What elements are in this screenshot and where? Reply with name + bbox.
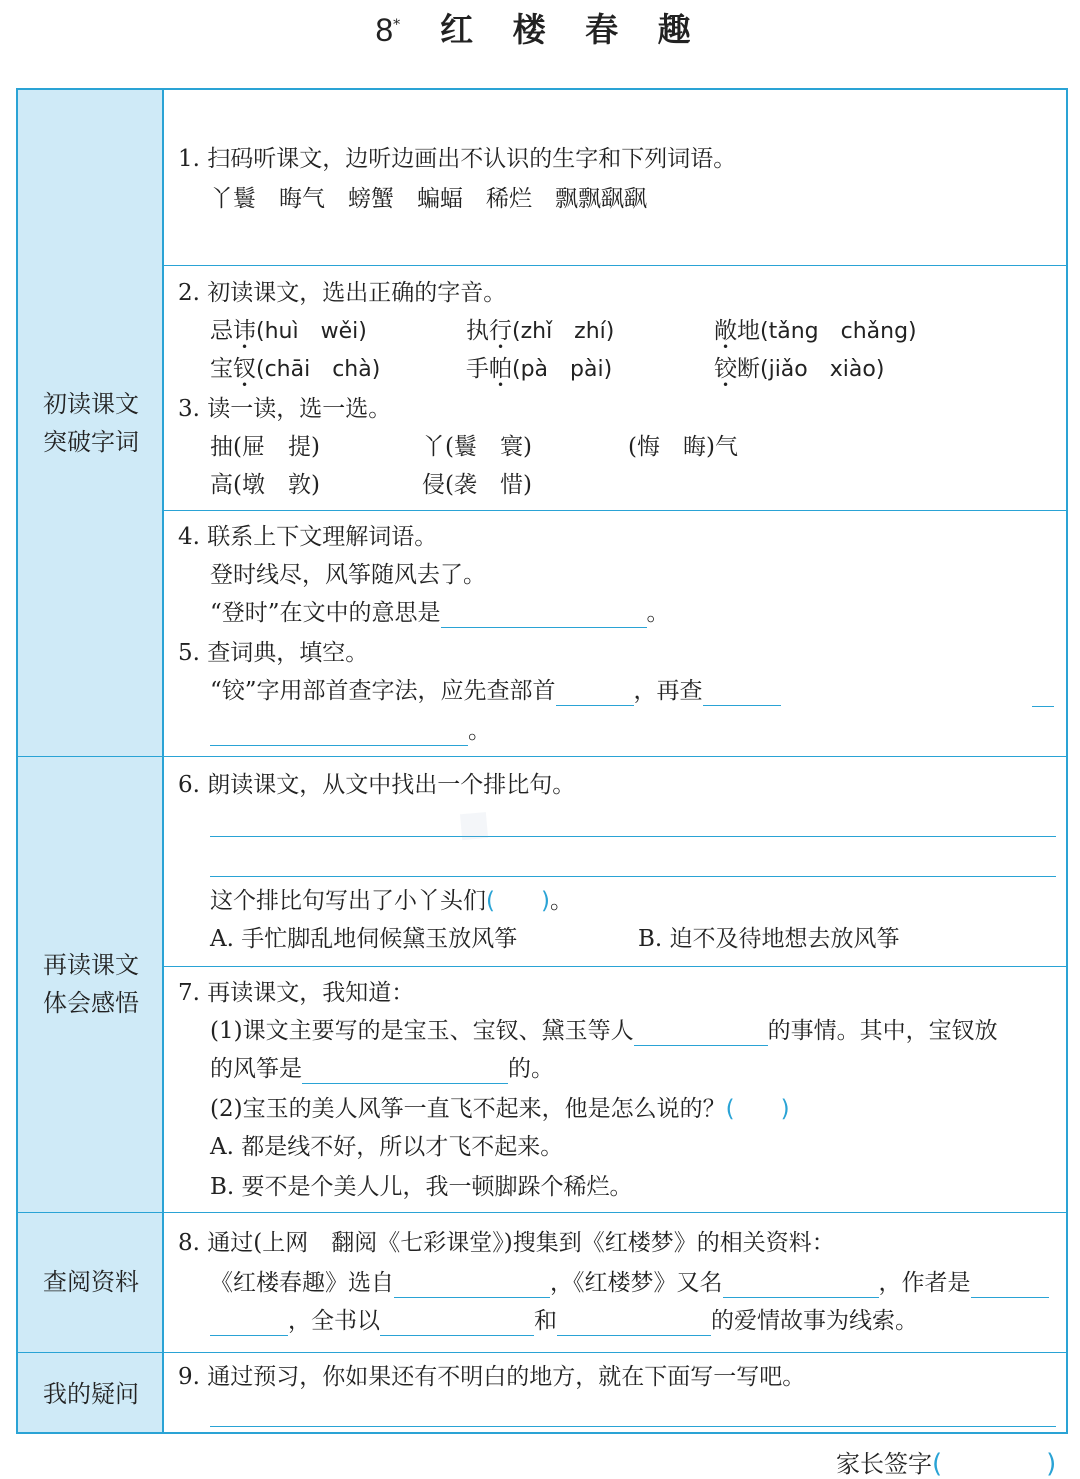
q2-item-4: 宝钗(chāi chà) [210,356,381,382]
q1-text: 1. 扫码听课文，边听边画出不认识的生字和下列词语。 [178,146,737,172]
q5-blank-radical[interactable] [556,679,634,706]
q7-part1: (1)课文主要写的是宝玉、宝钗、黛玉等人 的事情。其中，宝钗放 [210,1018,998,1044]
q2-item-2: 执行(zhǐ zhí) [466,318,615,344]
q1-words: 丫鬟 晦气 螃蟹 蝙蝠 稀烂 飘飘飖飖 [210,186,647,212]
q5-text: 5. 查词典，填空。 [178,640,369,666]
q5-blank-more[interactable] [210,719,468,746]
q2-item-6: 铰断(jiǎo xiào) [714,356,885,382]
q2-text: 2. 初读课文，选出正确的字音。 [178,280,507,306]
page-title [0,4,1080,51]
q8-line2: ，全书以 和 的爱情故事为线索。 [210,1306,918,1336]
category-first-read: 初读课文 突破字词 [43,390,139,456]
category-sidebar [18,90,164,1432]
q7-text: 7. 再读课文，我知道： [178,980,415,1006]
q6-answer-line-2[interactable] [210,876,1056,877]
q2-item-3: 敞地(tǎng chǎng) [714,318,917,344]
q3-e: 侵(袭 惜) [422,472,532,498]
q8-blank-altname[interactable] [723,1271,879,1298]
q9-answer-line[interactable] [210,1426,1056,1427]
lesson-number: 8 [375,12,394,48]
q5-line2: 。 [210,716,491,746]
q3-text: 3. 读一读，选一选。 [178,396,392,422]
q4-text: 4. 联系上下文理解词语。 [178,524,438,550]
q4-ask: “登时”在文中的意思是 。 [210,600,670,626]
category-second-read: 再读课文 体会感悟 [43,951,139,1017]
q6-text: 6. 朗读课文，从文中找出一个排比句。 [178,772,576,798]
q7-option-b: B. 要不是个美人儿，我一顿脚跺个稀烂。 [210,1174,633,1200]
q5-ask: “铰”字用部首查字法，应先查部首 ，再查 [210,676,781,706]
watermark: ◆ [438,791,505,856]
divider [18,756,1066,757]
q3-a: 抽(屉 提) [210,434,320,460]
q2-item-1: 忌讳(huì wěi) [210,318,367,344]
q2-item-5: 手帕(pà pài) [466,356,613,382]
divider [164,510,1066,511]
q8-blank-person-2[interactable] [557,1309,711,1336]
worksheet-frame [16,88,1068,1434]
q7-blank-1[interactable] [634,1019,768,1046]
q3-b: 丫(鬟 寰) [422,434,532,460]
q6-answer-line-1[interactable] [210,836,1056,837]
lesson-title: 红 楼 春 趣 [440,10,705,49]
divider [18,1212,1066,1213]
q9-text: 9. 通过预习，你如果还有不明白的地方，就在下面写一写吧。 [178,1364,806,1390]
q5-blank-cont[interactable] [1032,706,1054,707]
category-questions: 我的疑问 [43,1380,139,1408]
q8-blank-source[interactable] [394,1271,550,1298]
q4-blank[interactable] [441,601,647,628]
q8-blank-author[interactable] [971,1271,1049,1298]
q3-d: 高(墩 敦) [210,472,320,498]
divider [164,966,1066,967]
q4-sentence: 登时线尽，风筝随风去了。 [210,562,486,588]
q7-part1-cont: 的风筝是 的。 [210,1056,554,1082]
q7-blank-2[interactable] [302,1057,508,1084]
q8-blank-person-1[interactable] [380,1309,534,1336]
divider [18,1352,1066,1353]
divider [164,265,1066,266]
q7-choice-paren[interactable]: ( ) [725,1096,790,1122]
lesson-mark: * [393,17,401,33]
q6-option-b: B. 迫不及待地想去放风筝 [638,926,900,952]
q5-blank-strokes[interactable] [703,679,781,706]
q8-line1: 《红楼春趣》选自 ，《红楼梦》又名 ，作者是 [210,1268,1049,1298]
q6-option-a: A. 手忙脚乱地伺候黛玉放风筝 [210,926,518,952]
q6-choice-paren[interactable]: ( ) [486,888,550,914]
parent-signature: 家长签字( ) [836,1449,1057,1479]
q7-option-a: A. 都是线不好，所以才飞不起来。 [210,1134,564,1160]
q6-ask: 这个排比句写出了小丫头们( )。 [210,888,573,914]
q8-text: 8. 通过(上网 翻阅《七彩课堂》)搜集到《红楼梦》的相关资料： [178,1230,835,1256]
category-research: 查阅资料 [43,1268,139,1296]
q7-part2: (2)宝玉的美人风筝一直飞不起来，他是怎么说的？( ) [210,1096,790,1122]
q8-blank-author-cont[interactable] [210,1309,288,1336]
q3-c: (悔 晦)气 [628,434,738,460]
